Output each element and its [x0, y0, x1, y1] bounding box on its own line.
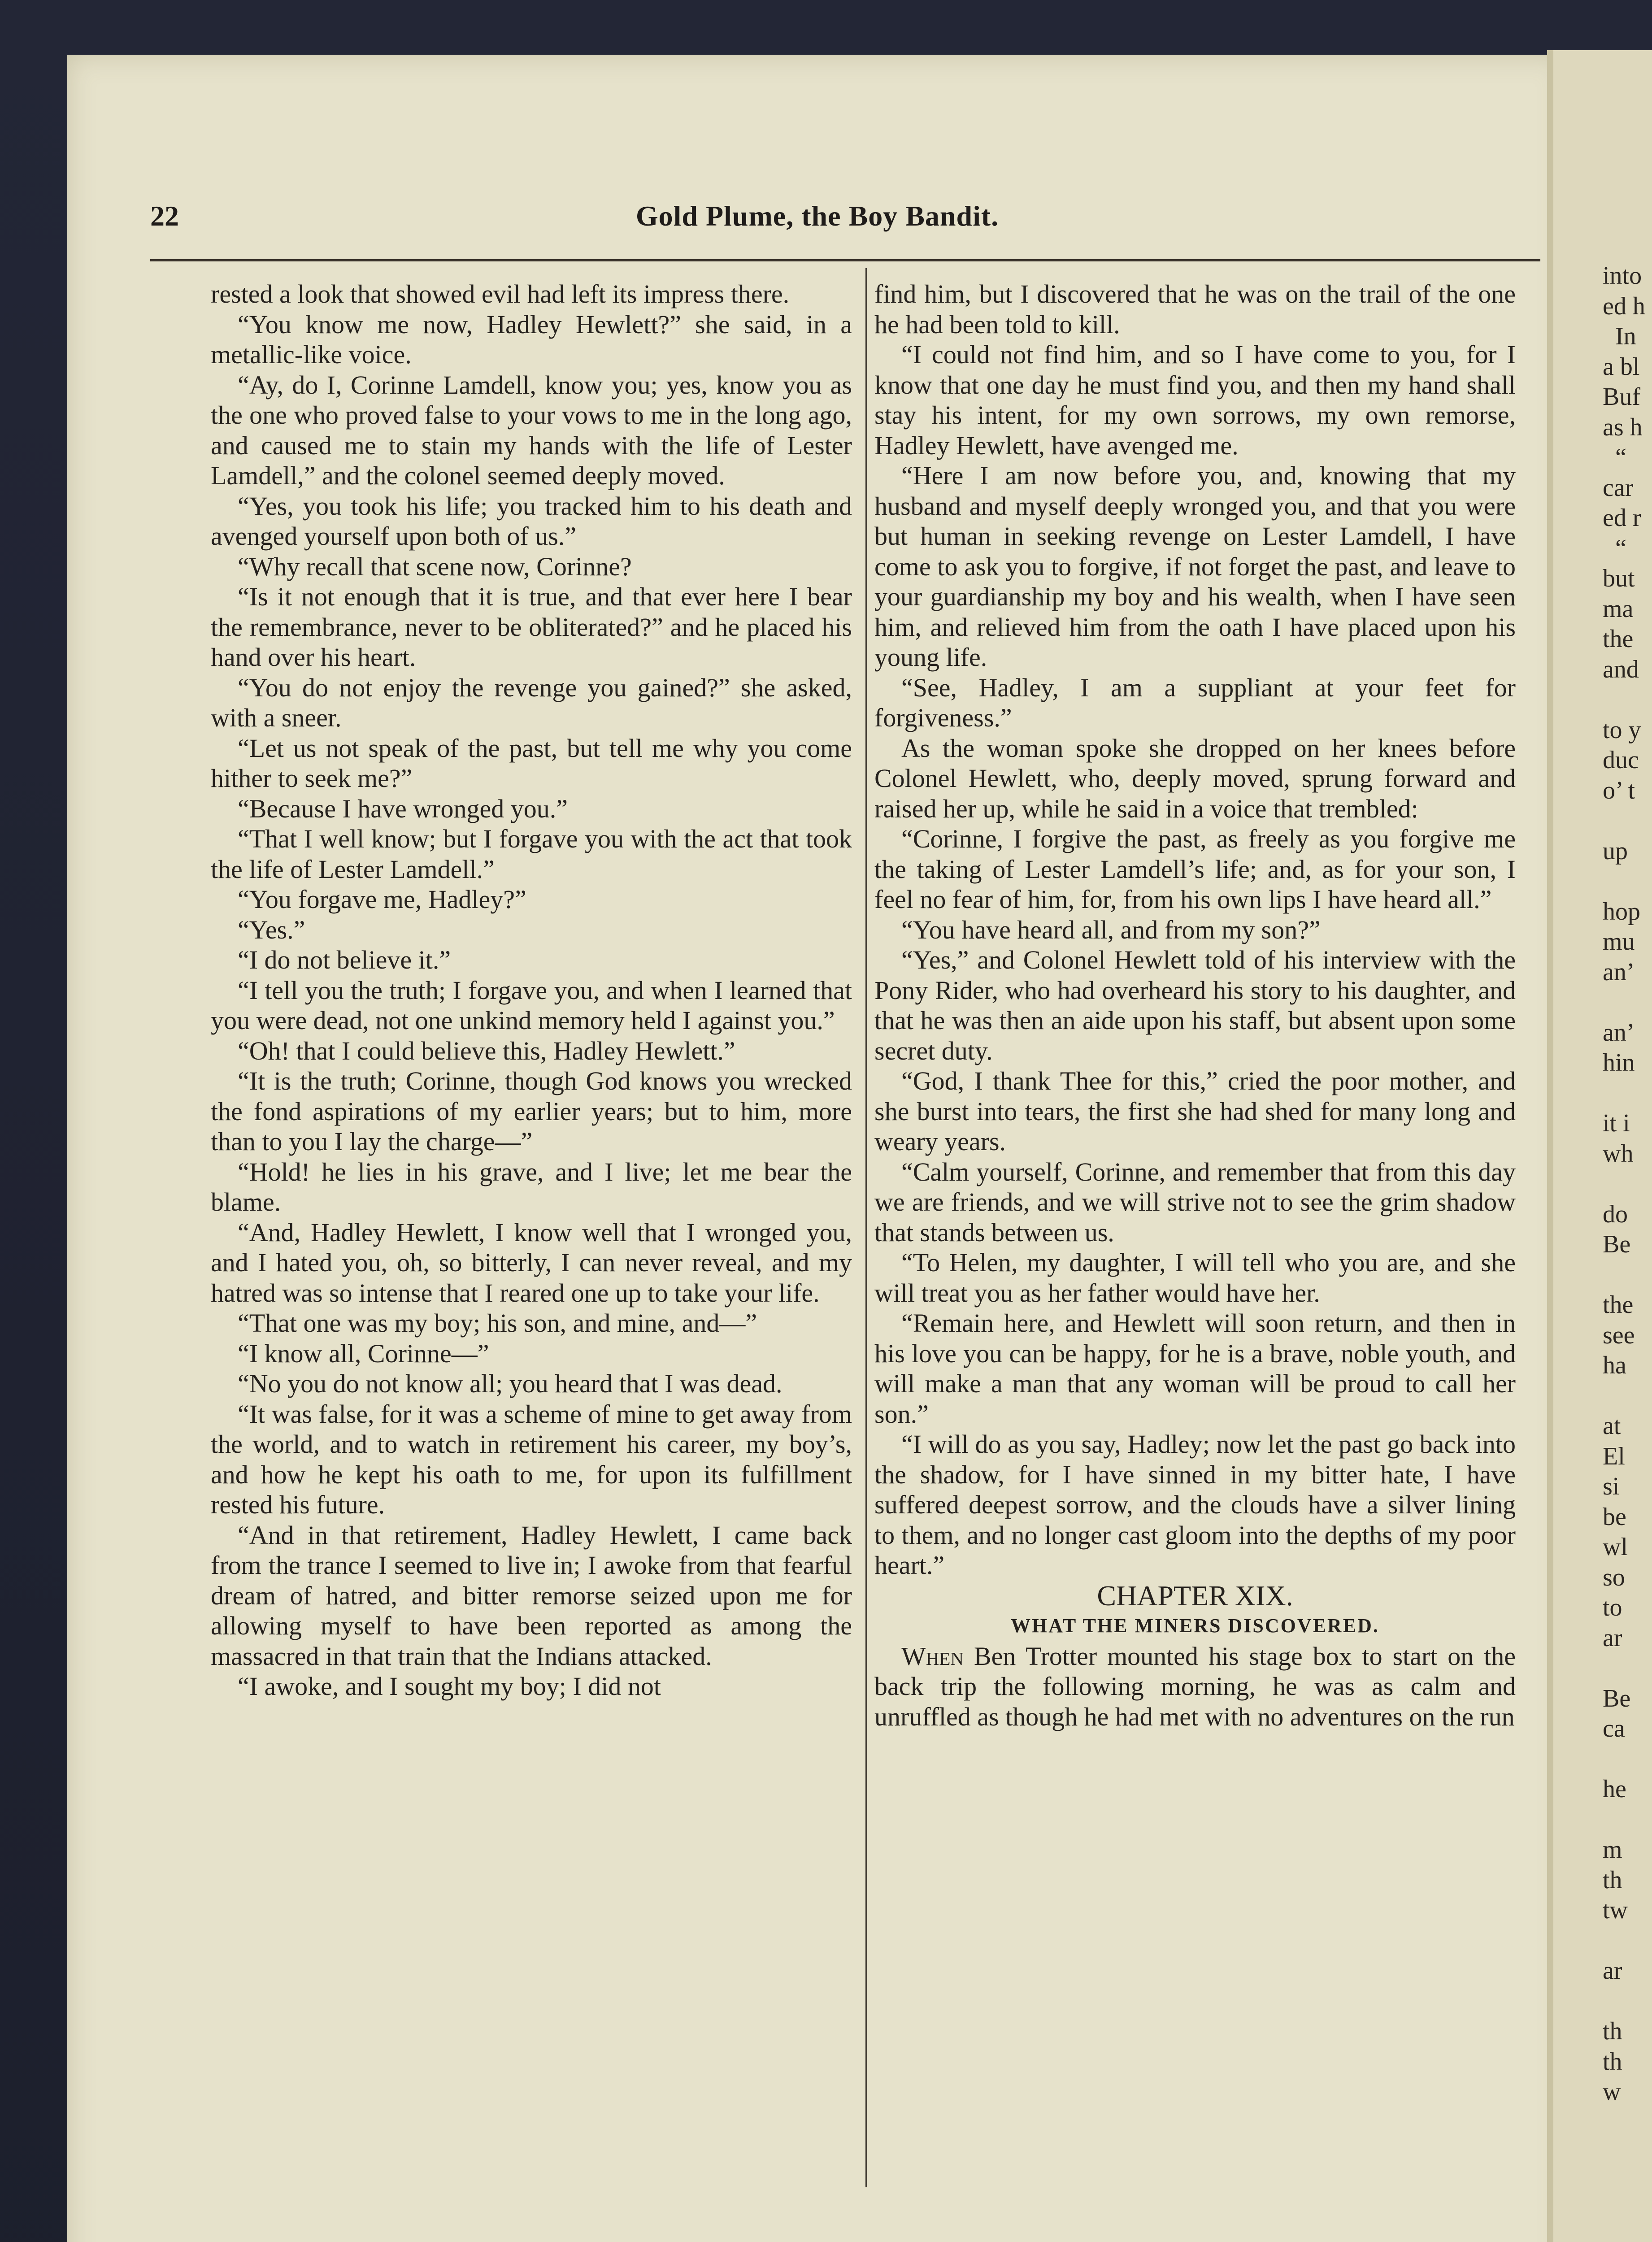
- right-column: [874, 279, 1516, 1732]
- header-rule: [150, 259, 1540, 261]
- paragraph: “I do not believe it.”: [238, 945, 451, 974]
- paragraph: “Here I am now before you, and, knowing that my husband and myself deeply wronged you, and that you were but human in seeking revenge on Lester Lamdell, I have come to ask you to forgive, if not forget the past, and leave to your guardianship my boy and his wealth, when I have seen him, and relieved him from the oath I have placed upon his young life.: [874, 461, 1516, 672]
- paragraph: “I awoke, and I sought my boy; I did not: [238, 1672, 661, 1701]
- paragraph: “Yes, you took his life; you tracked him to his death and avenged yourself upon both of us.”: [211, 491, 852, 551]
- paragraph: “And in that retirement, Hadley Hewlett, I came back from the trance I seemed to live in; I awoke from that fearful dream of hatred, and bitter remorse seized upon me for allowing myself to have been reported as among the massacred in that train that the Indians attacked.: [211, 1520, 852, 1671]
- adjacent-page-edge: [1547, 50, 1652, 2242]
- chapter-title: CHAPTER XIX.: [1097, 1579, 1293, 1612]
- paragraph: “See, Hadley, I am a suppliant at your feet for forgiveness.”: [874, 673, 1516, 732]
- paragraph: “I know all, Corinne—”: [238, 1338, 489, 1368]
- paragraph: find him, but I discovered that he was on the trail of the one he had been told to kill.: [874, 279, 1516, 339]
- chapter-subtitle: WHAT THE MINERS DISCOVERED.: [1011, 1615, 1379, 1637]
- paragraph: “It is the truth; Corinne, though God knows you wrecked the fond aspirations of my earlier years; but to him, more than to you I lay the charge—”: [211, 1066, 852, 1156]
- paragraph: “Why recall that scene now, Corinne?: [238, 552, 632, 581]
- paragraph: “I could not find him, and so I have come to you, for I know that one day he must find you, and then my hand shall stay his intent, for my own sorrows, my own remorse, Hadley Hewlett, have avenged me.: [874, 340, 1516, 460]
- paragraph: “Yes,” and Colonel Hewlett told of his interview with the Pony Rider, who had overheard his story to his daughter, and that he was then an aide upon his staff, but absent upon some secret duty.: [874, 945, 1516, 1065]
- paragraph: “Let us not speak of the past, but tell me why you come hither to seek me?”: [211, 733, 852, 793]
- paragraph: “You forgave me, Hadley?”: [238, 885, 526, 914]
- paragraph: rested a look that showed evil had left its impress there.: [211, 279, 790, 308]
- paragraph: “I will do as you say, Hadley; now let the past go back into the shadow, for I have sinned in my bitter hate, I have suffered deepest sorrow, and the clouds have a silver lining to them, and no longer cast gloom into the depths of my poor heart.”: [874, 1429, 1516, 1580]
- page-header: [150, 200, 1484, 240]
- paragraph: “Because I have wronged you.”: [238, 794, 568, 823]
- paragraph: “No you do not know all; you heard that I was dead.: [238, 1369, 783, 1398]
- paragraph: “Remain here, and Hewlett will soon return, and then in his love you can be happy, for he is a brave, noble youth, and will make a man that any woman will be proud to call her son.”: [874, 1308, 1516, 1429]
- adjacent-page-text: into ed h In a bl Buf as h “ car ed r “ but ma the and to y duc o’ t up hop mu an’ an’ hin it i wh do Be the see ha at El si be wl so to ar Be ca he m th tw ar th th w: [1603, 262, 1645, 2106]
- paragraph: “It was false, for it was a scheme of mine to get away from the world, and to watch in retirement his career, my boy’s, and how he kept his oath to me, for upon its fulfillment rested his future.: [211, 1399, 852, 1519]
- paragraph: “Ay, do I, Corinne Lamdell, know you; yes, know you as the one who proved false to your vows to me in the long ago, and caused me to stain my hands with the life of Lester Lamdell,” and the colonel seemed deeply moved.: [211, 370, 852, 490]
- paragraph: “That one was my boy; his son, and mine, and—”: [238, 1308, 757, 1338]
- running-title: Gold Plume, the Boy Bandit.: [635, 200, 999, 232]
- paragraph: “And, Hadley Hewlett, I know well that I wronged you, and I hated you, oh, so bitterly, I can never reveal, and my hatred was so intense that I reared one up to take your life.: [211, 1217, 852, 1308]
- paragraph: “Yes.”: [238, 915, 305, 944]
- column-divider: [865, 268, 867, 2187]
- opening-text: Ben Trotter mounted his stage box to start on the back trip the following morning, he was as calm and unruffled as though he had met with no adventures on the run: [874, 1641, 1516, 1731]
- paragraph: “You have heard all, and from my son?”: [901, 915, 1321, 944]
- paragraph: “Corinne, I forgive the past, as freely as you forgive me the taking of Lester Lamdell’s life; and, as for your son, I feel no fear of him, for, from his own lips I have heard all.”: [874, 824, 1516, 914]
- chapter-opening-paragraph: [874, 1641, 1516, 1732]
- paragraph: “To Helen, my daughter, I will tell who you are, and she will treat you as her father would have her.: [874, 1248, 1516, 1308]
- paragraph: As the woman spoke she dropped on her knees before Colonel Hewlett, who, deeply moved, sprung forward and raised her up, while he said in a voice that trembled:: [874, 733, 1516, 823]
- paragraph: “Oh! that I could believe this, Hadley Hewlett.”: [238, 1036, 735, 1065]
- left-column: [211, 279, 852, 1702]
- paragraph: “Hold! he lies in his grave, and I live; let me bear the blame.: [211, 1157, 852, 1217]
- drop-word: When: [901, 1641, 964, 1671]
- page-number: 22: [150, 200, 179, 232]
- paragraph: “Is it not enough that it is true, and that ever here I bear the remembrance, never to be obliterated?” and he placed his hand over his heart.: [211, 582, 852, 672]
- paragraph: “I tell you the truth; I forgave you, and when I learned that you were dead, not one unkind memory held I against you.”: [211, 975, 852, 1035]
- paragraph: “That I well know; but I forgave you with the act that took the life of Lester Lamdell.”: [211, 824, 852, 884]
- paragraph: “Calm yourself, Corinne, and remember that from this day we are friends, and we will strive not to see the grim shadow that stands between us.: [874, 1157, 1516, 1247]
- paragraph: “God, I thank Thee for this,” cried the poor mother, and she burst into tears, the first she had shed for many long and weary years.: [874, 1066, 1516, 1156]
- paragraph: “You know me now, Hadley Hewlett?” she said, in a metallic-like voice.: [211, 309, 852, 369]
- paragraph: “You do not enjoy the revenge you gained?” she asked, with a sneer.: [211, 673, 852, 732]
